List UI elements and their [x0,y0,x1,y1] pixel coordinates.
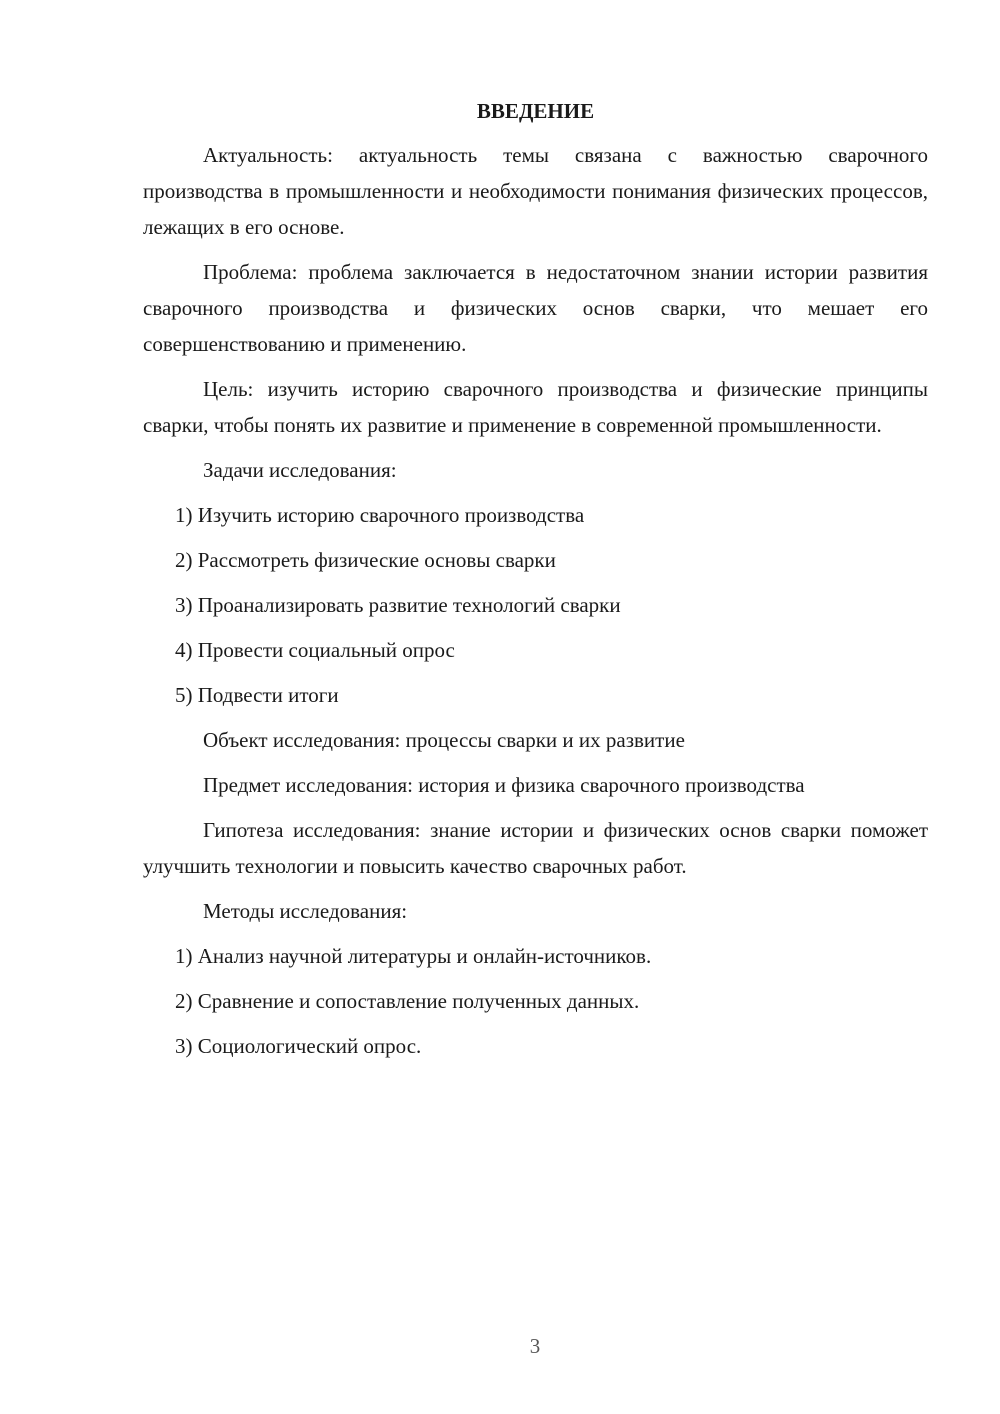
problem-paragraph: Проблема: проблема заключается в недостаточном знании истории развития сварочного производства и физических основ сварки, что мешает его совершенствованию и применению. [143,260,928,356]
tasks-heading: Задачи исследования: [203,458,397,482]
list-item: 1) Анализ научной литературы и онлайн-источников. [175,944,652,968]
list-item: 3) Проанализировать развитие технологий сварки [175,593,621,617]
hypothesis-paragraph: Гипотеза исследования: знание истории и физических основ сварки поможет улучшить технологии и повысить качество сварочных работ. [143,818,928,878]
list-item: 2) Сравнение и сопоставление полученных данных. [175,989,640,1013]
list-item: 3) Социологический опрос. [175,1034,422,1058]
section-title: ВВЕДЕНИЕ [476,99,595,123]
page-number: 3 [529,1334,541,1358]
list-item: 1) Изучить историю сварочного производства [175,503,585,527]
list-item: 2) Рассмотреть физические основы сварки [175,548,556,572]
methods-heading: Методы исследования: [203,899,408,923]
goal-paragraph: Цель: изучить историю сварочного производства и физические принципы сварки, чтобы понять их развитие и применение в современной промышленности. [143,377,928,437]
methods-list [143,938,928,1064]
list-item: 4) Провести социальный опрос [175,638,455,662]
object-paragraph: Объект исследования: процессы сварки и их развитие [203,728,685,752]
subject-paragraph: Предмет исследования: история и физика сварочного производства [203,773,805,797]
relevance-paragraph: Актуальность: актуальность темы связана с важностью сварочного производства в промышленности и необходимости понимания физических процессов, лежащих в его основе. [143,143,928,239]
tasks-list [143,497,928,713]
list-item: 5) Подвести итоги [175,683,339,707]
document-page [143,95,928,1073]
